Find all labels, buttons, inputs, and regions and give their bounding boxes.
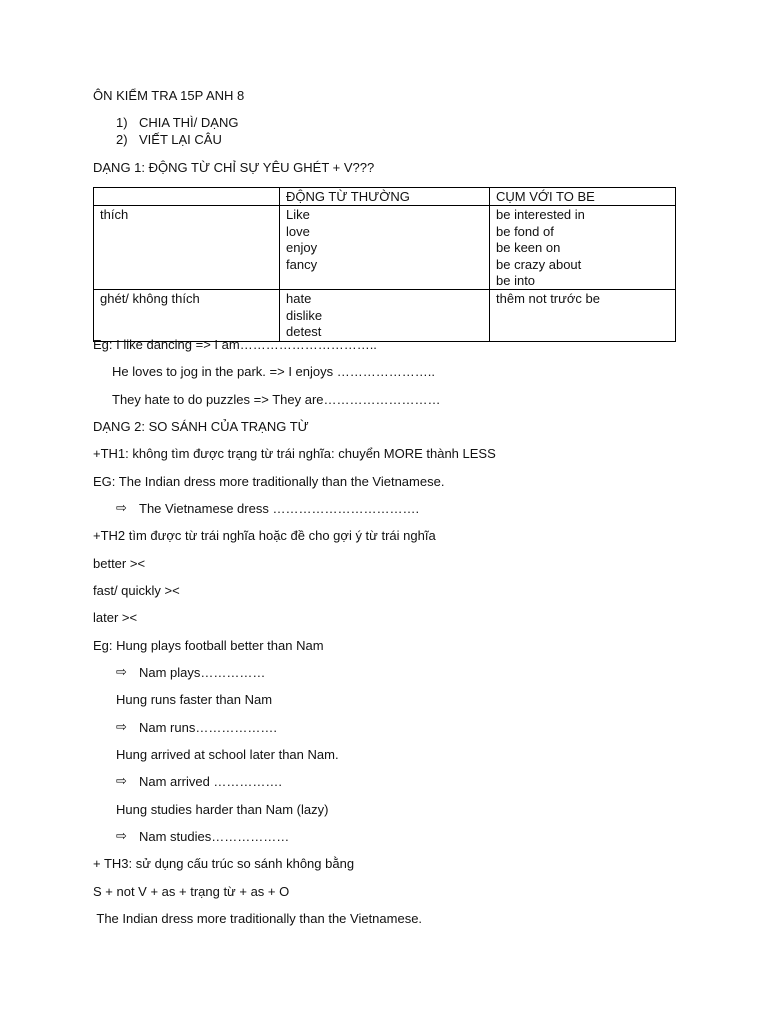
arrow-icon: ⇨ (116, 720, 127, 735)
case-2-example: Hung studies harder than Nam (lazy) (116, 802, 329, 817)
be-phrase: thêm not trước be (496, 291, 600, 307)
outline-item-2-number: 2) (116, 132, 128, 147)
case-2-rule: +TH2 tìm được từ trái nghĩa hoặc đề cho gợi ý từ trái nghĩa (93, 528, 436, 543)
be-phrase: be fond of (496, 223, 554, 239)
antonym-pair: better >< (93, 556, 146, 571)
antonym-pair: fast/ quickly >< (93, 583, 180, 598)
verb: dislike (286, 307, 323, 323)
be-phrase: be crazy about (496, 256, 582, 272)
outline-item-1-text: CHIA THÌ/ DẠNG (139, 115, 239, 130)
case-2-example: Hung runs faster than Nam (116, 692, 273, 707)
case-2-answer: Nam plays…………… (139, 665, 266, 680)
table-row (94, 206, 676, 290)
section2-heading: DẠNG 2: SO SÁNH CỦA TRẠNG TỪ (93, 419, 309, 434)
arrow-icon: ⇨ (116, 774, 127, 789)
arrow-icon: ⇨ (116, 665, 127, 680)
arrow-icon: ⇨ (116, 829, 127, 844)
verb: hate (286, 291, 312, 307)
verb: love (286, 223, 310, 239)
table-header-row (94, 188, 676, 206)
be-phrase: be keen on (496, 240, 561, 256)
be-phrase: be interested in (496, 207, 585, 223)
case-1-answer: The Vietnamese dress ……………………………. (139, 501, 420, 516)
antonym-pair: later >< (93, 610, 138, 625)
arrow-icon: ⇨ (116, 501, 127, 516)
document-title: ÔN KIỂM TRA 15P ANH 8 (93, 88, 245, 103)
case-2-answer: Nam arrived ……………. (139, 774, 283, 789)
example-line: They hate to do puzzles => They are……………………… (112, 392, 441, 407)
case-3-example: The Indian dress more traditionally than the Vietnamese. (93, 911, 423, 926)
row-label: ghét/ không thích (94, 290, 280, 341)
verbs-cell (280, 206, 490, 290)
case-2-example: Eg: Hung plays football better than Nam (93, 638, 324, 653)
example-line: Eg: I like dancing => I am………………………….. (93, 337, 377, 352)
verb: fancy (286, 256, 318, 272)
table-header-cell: ĐỘNG TỪ THƯỜNG (280, 188, 490, 206)
table-row (94, 290, 676, 341)
be-phrase: be into (496, 273, 536, 289)
verb: enjoy (286, 240, 318, 256)
section1-heading: DẠNG 1: ĐỘNG TỪ CHỈ SỰ YÊU GHÉT + V??? (93, 160, 375, 175)
be-phrases-cell (490, 206, 676, 290)
verbs-cell (280, 290, 490, 341)
be-phrases-cell (490, 290, 676, 341)
verbs-table (93, 187, 676, 342)
verb: Like (286, 207, 310, 223)
case-3-rule: + TH3: sử dụng cấu trúc so sánh không bằng (93, 856, 355, 871)
case-1-example: EG: The Indian dress more traditionally than the Vietnamese. (93, 474, 445, 489)
case-3-formula: S + not V + as + trạng từ + as + O (93, 884, 290, 899)
case-2-example: Hung arrived at school later than Nam. (116, 747, 339, 762)
table-header-cell: CỤM VỚI TO BE (490, 188, 676, 206)
case-2-answer: Nam studies……………… (139, 829, 290, 844)
table-header-cell (94, 188, 280, 206)
example-line: He loves to jog in the park. => I enjoys ………………….. (112, 364, 435, 379)
outline-item-2-text: VIẾT LẠI CÂU (139, 132, 222, 147)
case-2-answer: Nam runs………………. (139, 720, 277, 735)
case-1-rule: +TH1: không tìm được trạng từ trái nghĩa: chuyển MORE thành LESS (93, 446, 496, 461)
outline-item-1-number: 1) (116, 115, 128, 130)
verb: detest (286, 324, 322, 340)
row-label: thích (94, 206, 280, 290)
